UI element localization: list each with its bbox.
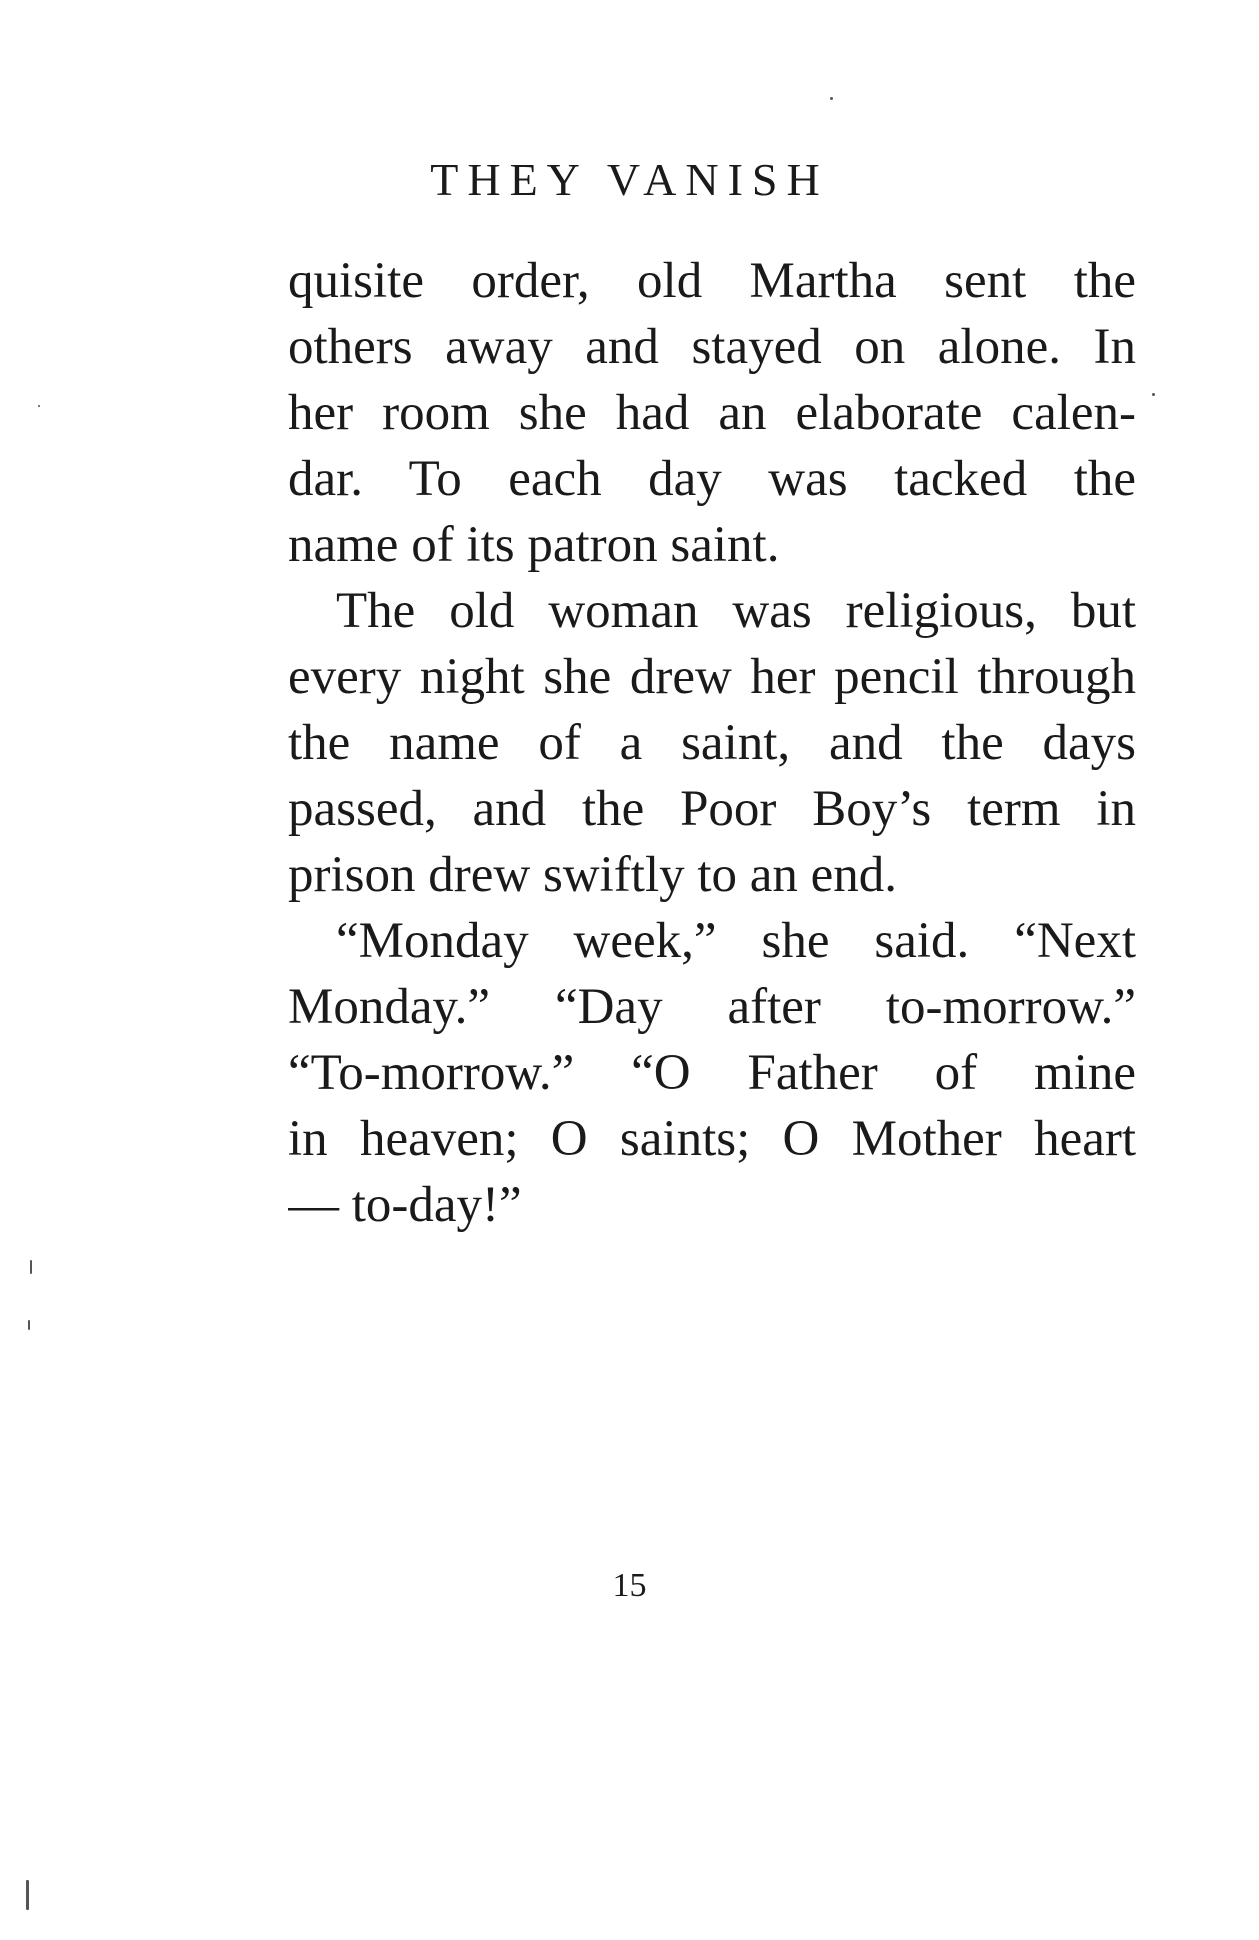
text-line: — to-day!” [288, 1177, 522, 1233]
body-text [288, 248, 1136, 1238]
text-line: “To-morrow.” “O Father of mine [288, 1045, 1136, 1101]
text-line: dar. To each day was tacked the [288, 451, 1136, 507]
text-line: prison drew swiftly to an end. [288, 847, 898, 903]
scan-speck [26, 1880, 29, 1910]
text-line: name of its patron saint. [288, 517, 780, 573]
text-line: Monday.” “Day after to-morrow.” [288, 979, 1136, 1035]
scan-speck [28, 1320, 30, 1330]
scan-speck [38, 405, 40, 407]
text-line: “Monday week,” she said. “Next [336, 913, 1136, 969]
text-line: others away and stayed on alone. In [288, 319, 1136, 375]
scan-speck [30, 1260, 32, 1274]
scan-speck [830, 97, 833, 100]
text-line: the name of a saint, and the days [288, 715, 1136, 771]
text-line: every night she drew her pencil through [288, 649, 1136, 705]
text-line: in heaven; O saints; O Mother heart [288, 1111, 1136, 1167]
page-number: 15 [612, 1567, 647, 1604]
running-head: THEY VANISH [430, 154, 829, 205]
text-line: her room she had an elaborate calen- [288, 385, 1136, 441]
text-line: quisite order, old Martha sent the [288, 253, 1136, 309]
text-line: passed, and the Poor Boy’s term in [288, 781, 1136, 837]
scan-speck [1152, 393, 1155, 396]
text-line: The old woman was religious, but [336, 583, 1136, 639]
